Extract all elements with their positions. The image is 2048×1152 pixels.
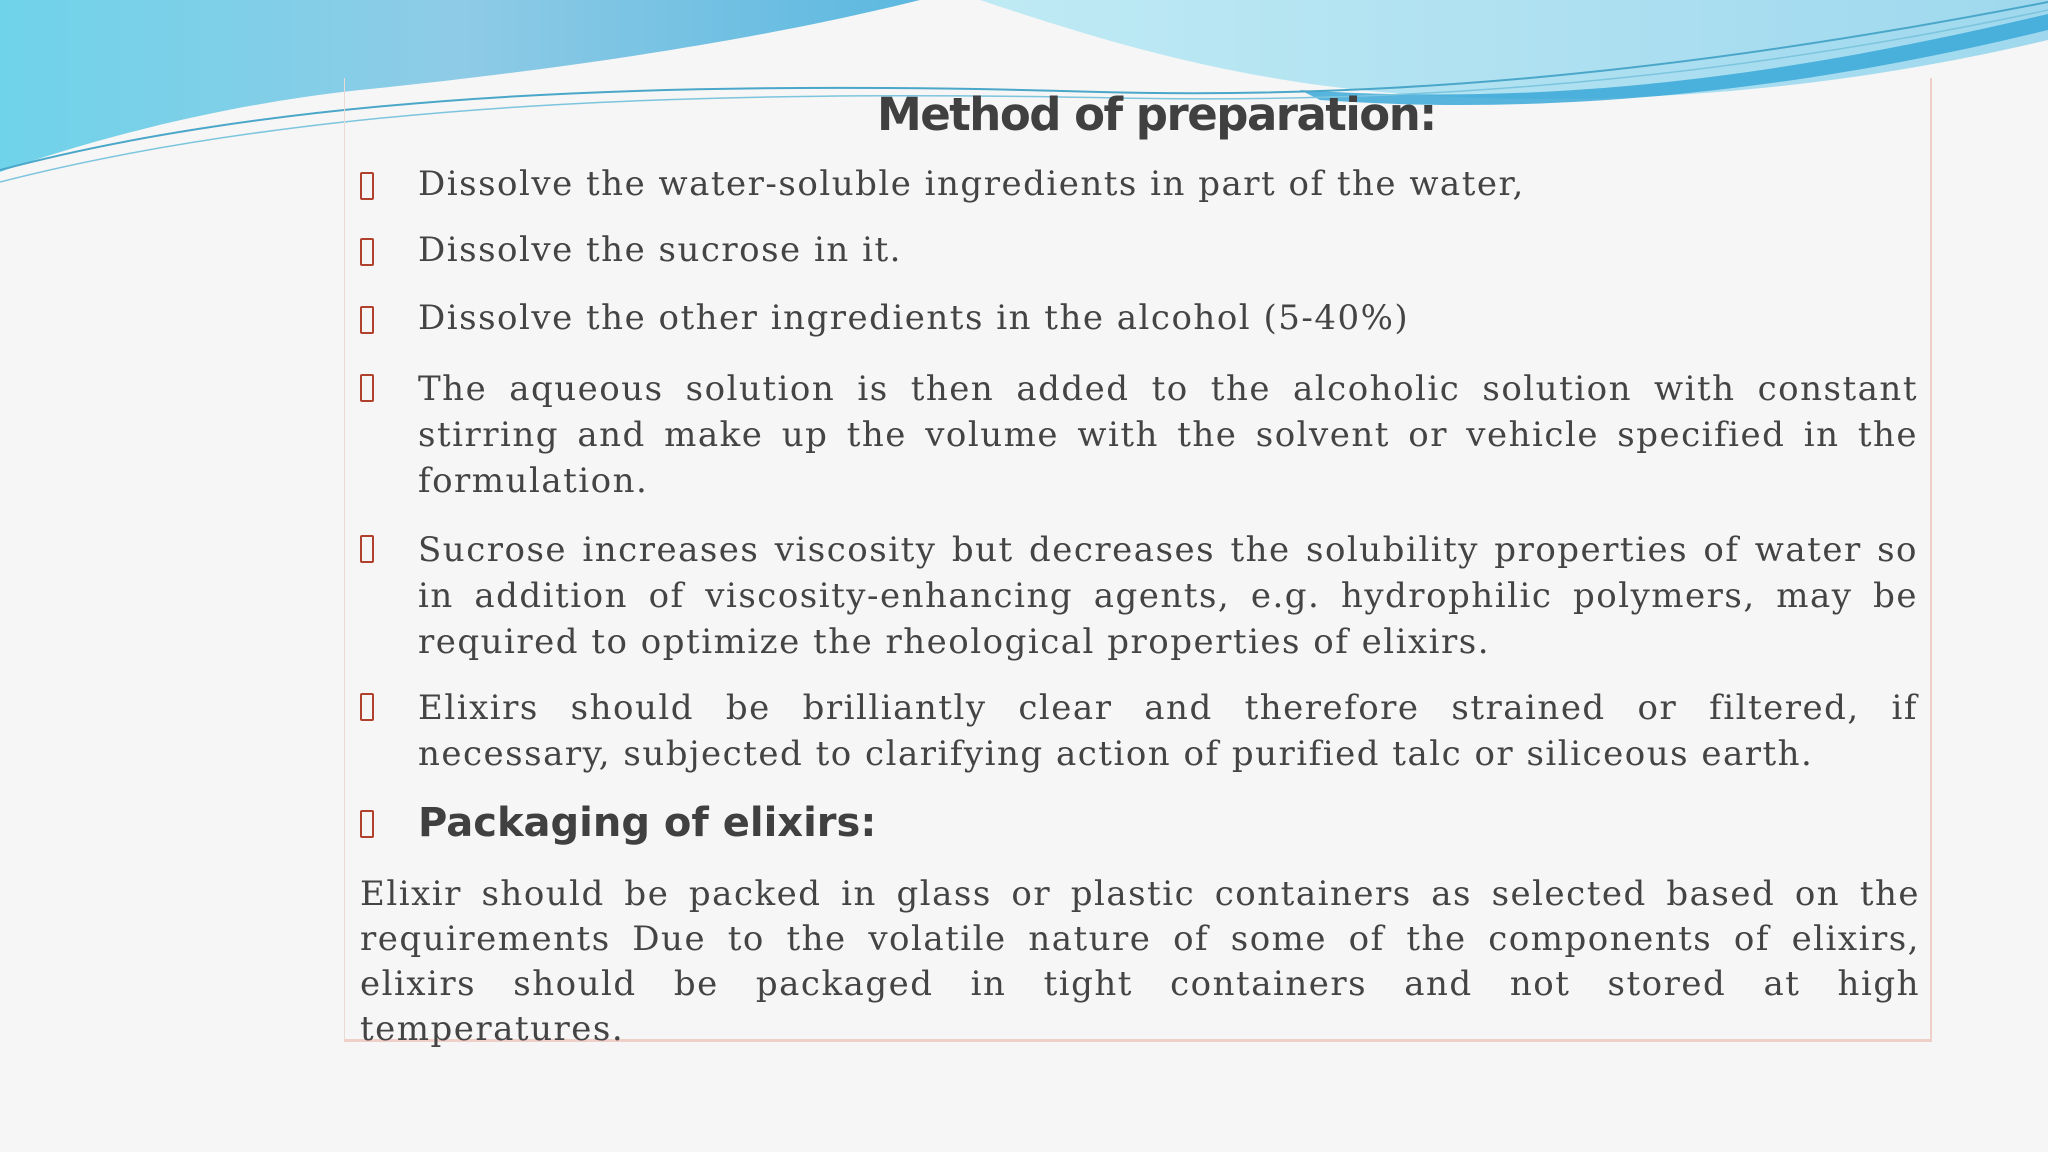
packaging-heading: Packaging of elixirs: (418, 800, 877, 846)
packaging-paragraph: Elixir should be packed in glass or plastic containers as selected based on the requirements Due to the volatile nature of some of the components of elixirs, elixirs should be packaged in tight containers and not stored at high temperatures. (360, 874, 1920, 1049)
bullet-item: Dissolve the other ingredients in the alcohol (5-40%) (418, 298, 1410, 338)
bullet-icon (360, 238, 374, 266)
bullet-icon (360, 172, 374, 200)
bullet-item: Dissolve the sucrose in it. (418, 230, 902, 270)
bullet-icon (360, 306, 374, 334)
bullet-icon (360, 535, 374, 563)
bullet-item: Dissolve the water-soluble ingredients in part of the water, (418, 164, 1525, 204)
bullet-icon (360, 810, 374, 838)
bullet-icon (360, 693, 374, 721)
bullet-item: Elixirs should be brilliantly clear and therefore strained or filtered, if necessary, subjected to clarifying action of purified talc or siliceous earth. (418, 688, 1918, 774)
bullet-icon (360, 374, 374, 402)
slide-title: Method of preparation: (877, 88, 1436, 141)
bullet-item: The aqueous solution is then added to the alcoholic solution with constant stirring and make up the volume with the solvent or vehicle specified in the formulation. (418, 369, 1918, 501)
bullet-item: Sucrose increases viscosity but decreases the solubility properties of water so in addition of viscosity-enhancing agents, e.g. hydrophilic polymers, may be required to optimize the rheological properties of elixirs. (418, 530, 1918, 662)
